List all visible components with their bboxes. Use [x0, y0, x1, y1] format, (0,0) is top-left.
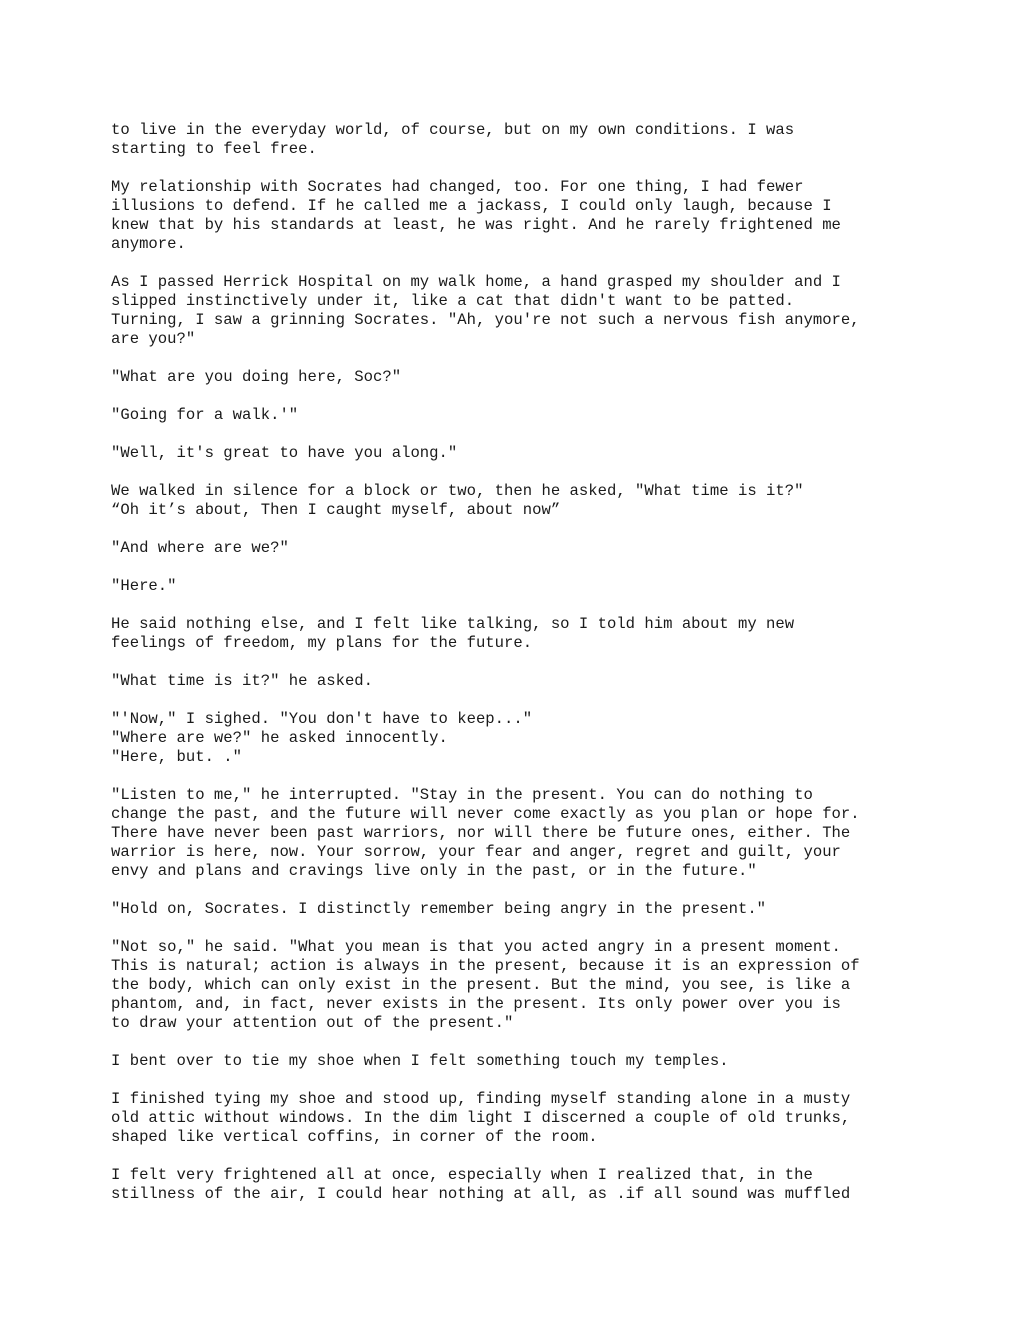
paragraph-16: I bent over to tie my shoe when I felt something touch my temples.	[111, 1052, 729, 1070]
paragraph-10: He said nothing else, and I felt like talking, so I told him about my new feelings of freedom, my plans for the future.	[111, 615, 795, 652]
paragraph-3: As I passed Herrick Hospital on my walk home, a hand grasped my shoulder and I slipped instinctively under it, like a cat that didn't want to be patted. Turning, I saw a grinning Socrates. "Ah, you're not such a nervous fish anymore, are you?"	[111, 273, 860, 348]
paragraph-17: I finished tying my shoe and stood up, finding myself standing alone in a musty old attic without windows. In the dim light I discerned a couple of old trunks, shaped like vertical coffins, in corner of the room.	[111, 1090, 851, 1146]
paragraph-18: I felt very frightened all at once, especially when I realized that, in the stillness of the air, I could hear nothing at all, as .if all sound was muffled	[111, 1166, 851, 1203]
paragraph-5: "Going for a walk.'"	[111, 406, 299, 424]
paragraph-2: My relationship with Socrates had changed, too. For one thing, I had fewer illusions to defend. If he called me a jackass, I could only laugh, because I knew that by his standards at least, he was right. And he rarely frightened me anymore.	[111, 178, 841, 253]
paragraph-7: We walked in silence for a block or two, then he asked, "What time is it?" “Oh it’s about, Then I caught myself, about now”	[111, 482, 804, 519]
paragraph-1: to live in the everyday world, of course, but on my own conditions. I was starting to feel free.	[111, 121, 795, 158]
document-page	[111, 121, 991, 1223]
paragraph-13: "Listen to me," he interrupted. "Stay in the present. You can do nothing to change the past, and the future will never come exactly as you plan or hope for. There have never been past warriors, nor will there be future ones, either. The warrior is here, now. Your sorrow, your fear and anger, regret and guilt, your envy and plans and cravings live only in the past, or in the future."	[111, 786, 860, 880]
paragraph-15: "Not so," he said. "What you mean is that you acted angry in a present moment. This is natural; action is always in the present, because it is an expression of the body, which can only exist in the present. But the mind, you see, is like a phantom, and, in fact, never exists in the present. Its only power over you is to draw your attention out of the present."	[111, 938, 860, 1032]
paragraph-6: "Well, it's great to have you along."	[111, 444, 458, 462]
paragraph-8: "And where are we?"	[111, 539, 289, 557]
paragraph-9: "Here."	[111, 577, 177, 595]
paragraph-14: "Hold on, Socrates. I distinctly remember being angry in the present."	[111, 900, 767, 918]
paragraph-12: "'Now," I sighed. "You don't have to keep..." "Where are we?" he asked innocently. "Here, but. ."	[111, 710, 533, 766]
paragraph-11: "What time is it?" he asked.	[111, 672, 374, 690]
paragraph-4: "What are you doing here, Soc?"	[111, 368, 402, 386]
